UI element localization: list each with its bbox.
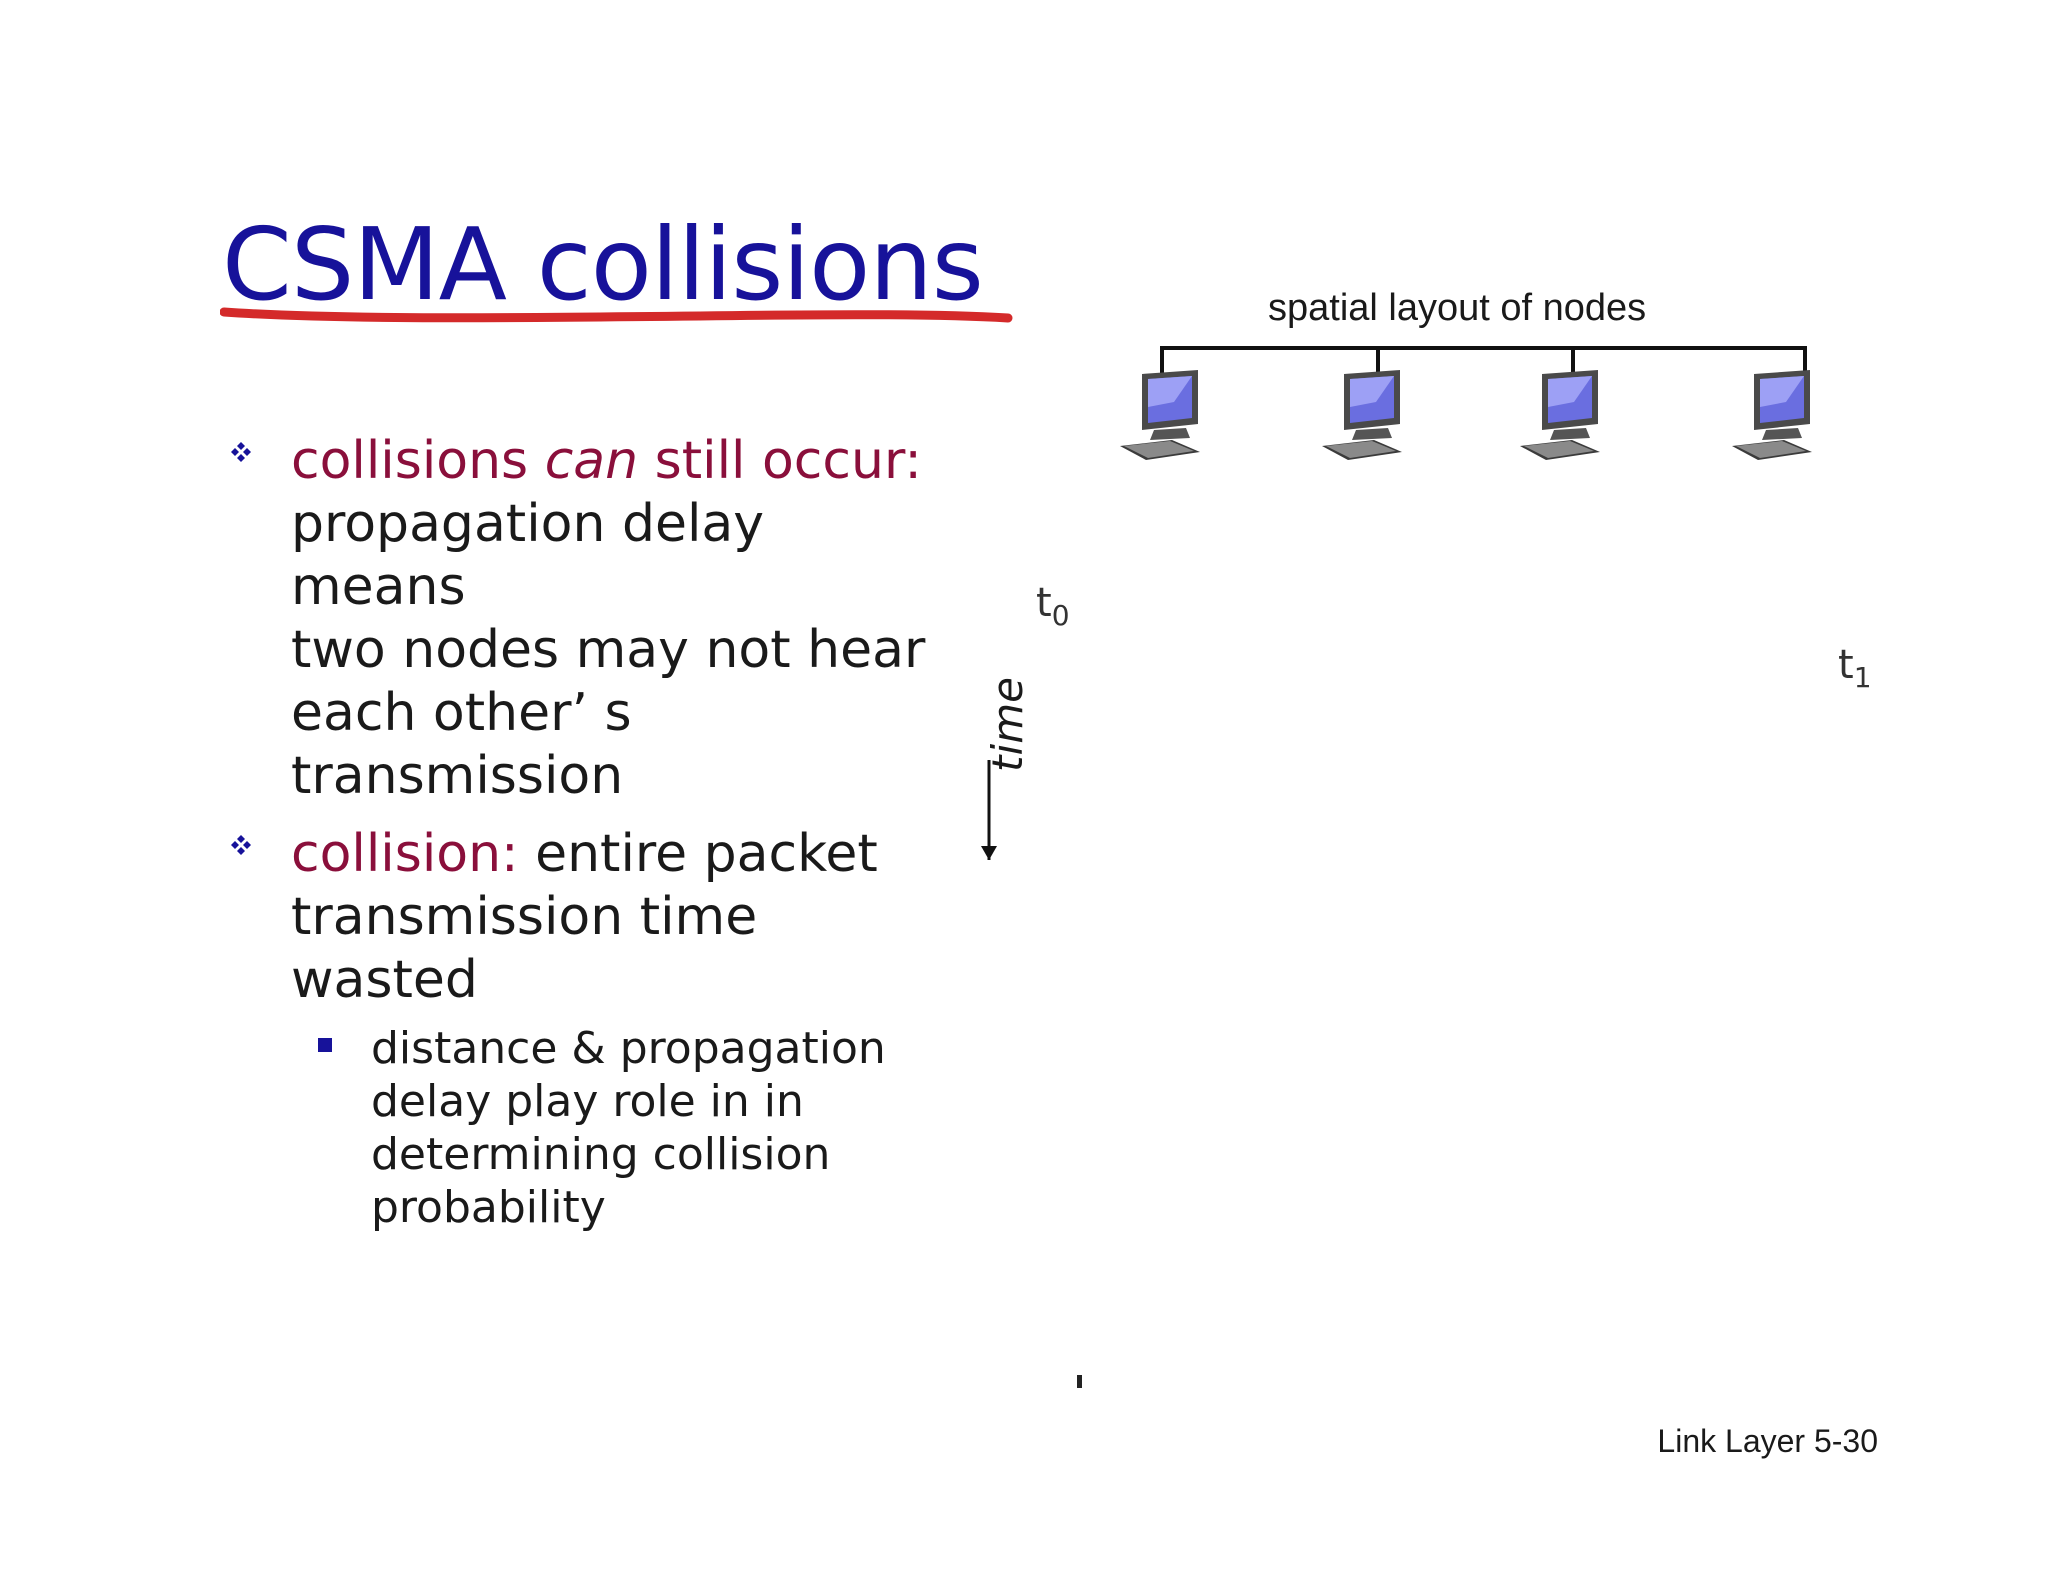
bullet-1-line0: [291, 430, 945, 493]
bullet-2-rest: entire packet: [518, 824, 878, 884]
square-bullet-icon: [318, 1038, 332, 1052]
t0-sub: 0: [1051, 599, 1070, 632]
node-bus-diagram: [1100, 330, 1860, 490]
diagram-label: spatial layout of nodes: [1268, 287, 1647, 329]
bullet-1-line1: propagation delay means: [291, 494, 765, 617]
bullet-list: [225, 430, 945, 1234]
computer-icon: [1732, 370, 1812, 460]
sub-bullet: [225, 1022, 945, 1234]
sub-bullet-line1: distance & propagation: [371, 1023, 886, 1074]
bullet-1-line2: two nodes may not hear: [291, 620, 926, 680]
t0-base: t: [1036, 580, 1052, 626]
bullet-2-emph: collision:: [291, 824, 519, 884]
bullet-1-emph-post: still occur:: [638, 431, 922, 491]
t1-base: t: [1838, 642, 1854, 688]
computer-icon: [1322, 370, 1402, 460]
tick-mark: [1077, 1375, 1082, 1388]
t1-label: [1838, 642, 1872, 694]
bullet-2: [225, 823, 945, 1012]
bullet-1-emph-pre: collisions: [291, 431, 545, 491]
bullet-1-emph-italic: can: [544, 431, 639, 491]
bullet-1-line4: transmission: [291, 746, 624, 806]
time-arrow-icon: [975, 660, 1005, 870]
bullet-2-line0: [291, 823, 945, 886]
slide-footer: Link Layer 5-30: [1657, 1423, 1878, 1459]
sub-bullet-line2: delay play role in in: [371, 1076, 804, 1127]
sub-bullet-line4: probability: [371, 1182, 606, 1233]
diamond-bullet-icon: [225, 829, 257, 861]
bullet-1: [225, 430, 945, 808]
diamond-bullet-icon: [225, 436, 257, 468]
time-axis-label: time: [982, 677, 1032, 772]
bullet-2-line2: wasted: [291, 950, 478, 1010]
bullet-1-line3: each other’ s: [291, 683, 632, 743]
computer-icon: [1120, 370, 1200, 460]
sub-bullet-line3: determining collision: [371, 1129, 831, 1180]
computer-icon: [1520, 370, 1600, 460]
bullet-2-line1: transmission time: [291, 887, 758, 947]
t1-sub: 1: [1853, 661, 1872, 694]
title-underline: [220, 300, 1020, 330]
slide-title: CSMA collisions: [222, 206, 983, 323]
t0-label: [1036, 580, 1070, 632]
